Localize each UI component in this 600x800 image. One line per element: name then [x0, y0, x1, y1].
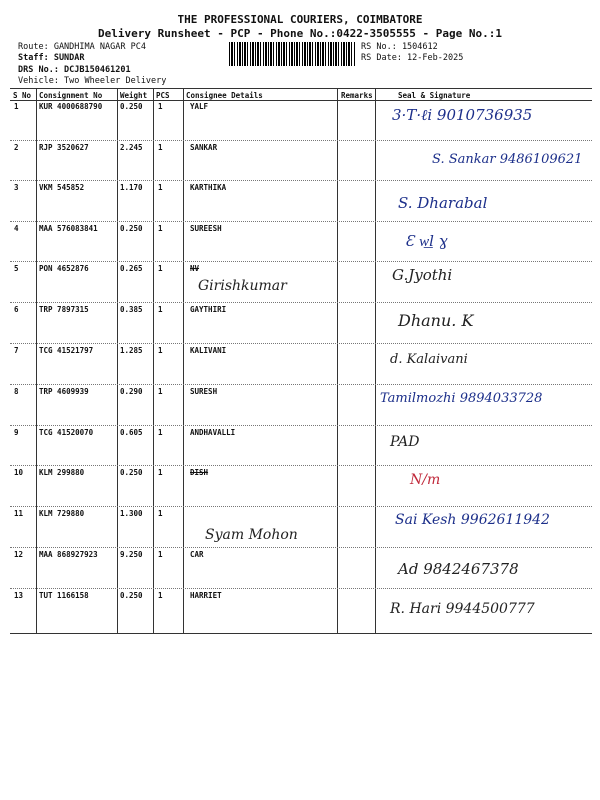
cell-weight: 0.250 [120, 591, 143, 600]
row-divider [10, 261, 592, 262]
cell-weight: 0.250 [120, 102, 143, 111]
cell-pcs: 1 [158, 102, 163, 111]
cell-pcs: 1 [158, 509, 163, 518]
cell-consignment: RJP 3520627 [39, 143, 89, 152]
cell-sno: 13 [14, 591, 24, 600]
signature: 3·T·ℓi 9010736935 [392, 106, 533, 124]
signature: S. Dharabal [398, 194, 488, 212]
cell-sno: 1 [14, 102, 19, 111]
row-divider [10, 221, 592, 222]
cell-weight: 1.300 [120, 509, 143, 518]
row-divider [10, 506, 592, 507]
cell-sno: 3 [14, 183, 19, 192]
cell-consignee: HARRIET [190, 591, 222, 600]
col-divider [337, 89, 338, 633]
cell-weight: 9.250 [120, 550, 143, 559]
cell-sno: 12 [14, 550, 24, 559]
cell-consignee: DISH [190, 468, 209, 477]
cell-consignment: TCG 41521797 [39, 346, 94, 355]
cell-consignment: KUR 4000688790 [39, 102, 103, 111]
signature: G.Jyothi [392, 266, 453, 284]
col-header-signature: Seal & Signature [398, 91, 471, 100]
cell-pcs: 1 [158, 387, 163, 396]
cell-consignee: SANKAR [190, 143, 218, 152]
cell-weight: 1.285 [120, 346, 143, 355]
cell-weight: 1.170 [120, 183, 143, 192]
col-header-consignee: Consignee Details [186, 91, 263, 100]
col-header-remarks: Remarks [341, 91, 373, 100]
barcode [229, 42, 356, 66]
table-bottom-border [10, 633, 592, 634]
cell-consignment: TUT 1166158 [39, 591, 89, 600]
cell-weight: 2.245 [120, 143, 143, 152]
signature: d. Kalaivani [390, 352, 468, 367]
table-header-border [10, 100, 592, 101]
row-divider [10, 180, 592, 181]
row-divider [10, 547, 592, 548]
row-divider [10, 302, 592, 303]
cell-pcs: 1 [158, 468, 163, 477]
cell-consignee: GAYTHIRI [190, 305, 227, 314]
col-header-consignment: Consignment No [39, 91, 103, 100]
cell-weight: 0.265 [120, 264, 143, 273]
cell-sno: 4 [14, 224, 19, 233]
cell-consignment: TRP 4609939 [39, 387, 89, 396]
cell-weight: 0.250 [120, 224, 143, 233]
cell-pcs: 1 [158, 591, 163, 600]
cell-consignment: VKM 545852 [39, 183, 85, 192]
signature: Dhanu. K [398, 311, 474, 330]
cell-pcs: 1 [158, 346, 163, 355]
cell-consignee: ANDHAVALLI [190, 428, 236, 437]
rs-date-text: RS Date: 12-Feb-2025 [361, 53, 464, 63]
row-divider [10, 588, 592, 589]
signature: S. Sankar 9486109621 [432, 152, 583, 167]
cell-consignee: CAR [190, 550, 204, 559]
cell-pcs: 1 [158, 305, 163, 314]
signature: PAD [390, 434, 420, 450]
cell-consignee: YALF [190, 102, 209, 111]
table-top-border [10, 88, 592, 89]
staff-text: Staff: SUNDAR [18, 53, 85, 63]
cell-consignee: NV [190, 264, 200, 273]
page-title: THE PROFESSIONAL COURIERS, COIMBATORE [177, 13, 423, 26]
col-header-weight: Weight [120, 91, 148, 100]
handwritten-consignee: Syam Mohon [205, 527, 298, 543]
rs-no-text: RS No.: 1504612 [361, 42, 438, 52]
signature: N/m [410, 472, 441, 488]
row-divider [10, 465, 592, 466]
cell-pcs: 1 [158, 264, 163, 273]
cell-sno: 2 [14, 143, 19, 152]
cell-sno: 11 [14, 509, 24, 518]
signature: Ɛ w͟l ɣ [405, 232, 448, 250]
col-divider [375, 89, 376, 633]
cell-pcs: 1 [158, 183, 163, 192]
cell-sno: 10 [14, 468, 24, 477]
cell-sno: 9 [14, 428, 19, 437]
cell-sno: 5 [14, 264, 19, 273]
handwritten-consignee: Girishkumar [198, 278, 287, 294]
cell-consignment: TRP 7897315 [39, 305, 89, 314]
cell-pcs: 1 [158, 550, 163, 559]
route-text: Route: GANDHIMA NAGAR PC4 [18, 42, 146, 52]
cell-sno: 6 [14, 305, 19, 314]
cell-weight: 0.385 [120, 305, 143, 314]
cell-consignee: KALIVANI [190, 346, 227, 355]
row-divider [10, 140, 592, 141]
page-subtitle: Delivery Runsheet - PCP - Phone No.:0422-3505555 - Page No.:1 [98, 27, 502, 40]
signature: Sai Kesh 9962611942 [395, 512, 550, 528]
cell-pcs: 1 [158, 428, 163, 437]
signature: R. Hari 9944500777 [390, 601, 535, 617]
cell-consignment: KLM 729880 [39, 509, 85, 518]
cell-consignee: KARTHIKA [190, 183, 227, 192]
cell-consignment: PON 4652876 [39, 264, 89, 273]
cell-consignment: TCG 41520070 [39, 428, 94, 437]
row-divider [10, 343, 592, 344]
row-divider [10, 425, 592, 426]
row-divider [10, 384, 592, 385]
col-divider [117, 89, 118, 633]
signature: Tamilmozhi 9894033728 [380, 391, 543, 406]
cell-sno: 7 [14, 346, 19, 355]
cell-pcs: 1 [158, 224, 163, 233]
cell-weight: 0.250 [120, 468, 143, 477]
col-divider [153, 89, 154, 633]
col-divider [183, 89, 184, 633]
cell-consignee: SUREESH [190, 224, 222, 233]
cell-consignee: SURESH [190, 387, 218, 396]
cell-pcs: 1 [158, 143, 163, 152]
cell-weight: 0.605 [120, 428, 143, 437]
col-header-sno: S No [13, 91, 32, 100]
col-header-pcs: PCS [156, 91, 170, 100]
cell-sno: 8 [14, 387, 19, 396]
cell-consignment: MAA 576083841 [39, 224, 98, 233]
signature: Ad 9842467378 [398, 560, 519, 578]
col-divider [36, 89, 37, 633]
cell-consignment: KLM 299880 [39, 468, 85, 477]
drs-text: DRS No.: DCJB150461201 [18, 65, 131, 75]
vehicle-text: Vehicle: Two Wheeler Delivery [18, 76, 167, 86]
cell-consignment: MAA 868927923 [39, 550, 98, 559]
cell-weight: 0.290 [120, 387, 143, 396]
